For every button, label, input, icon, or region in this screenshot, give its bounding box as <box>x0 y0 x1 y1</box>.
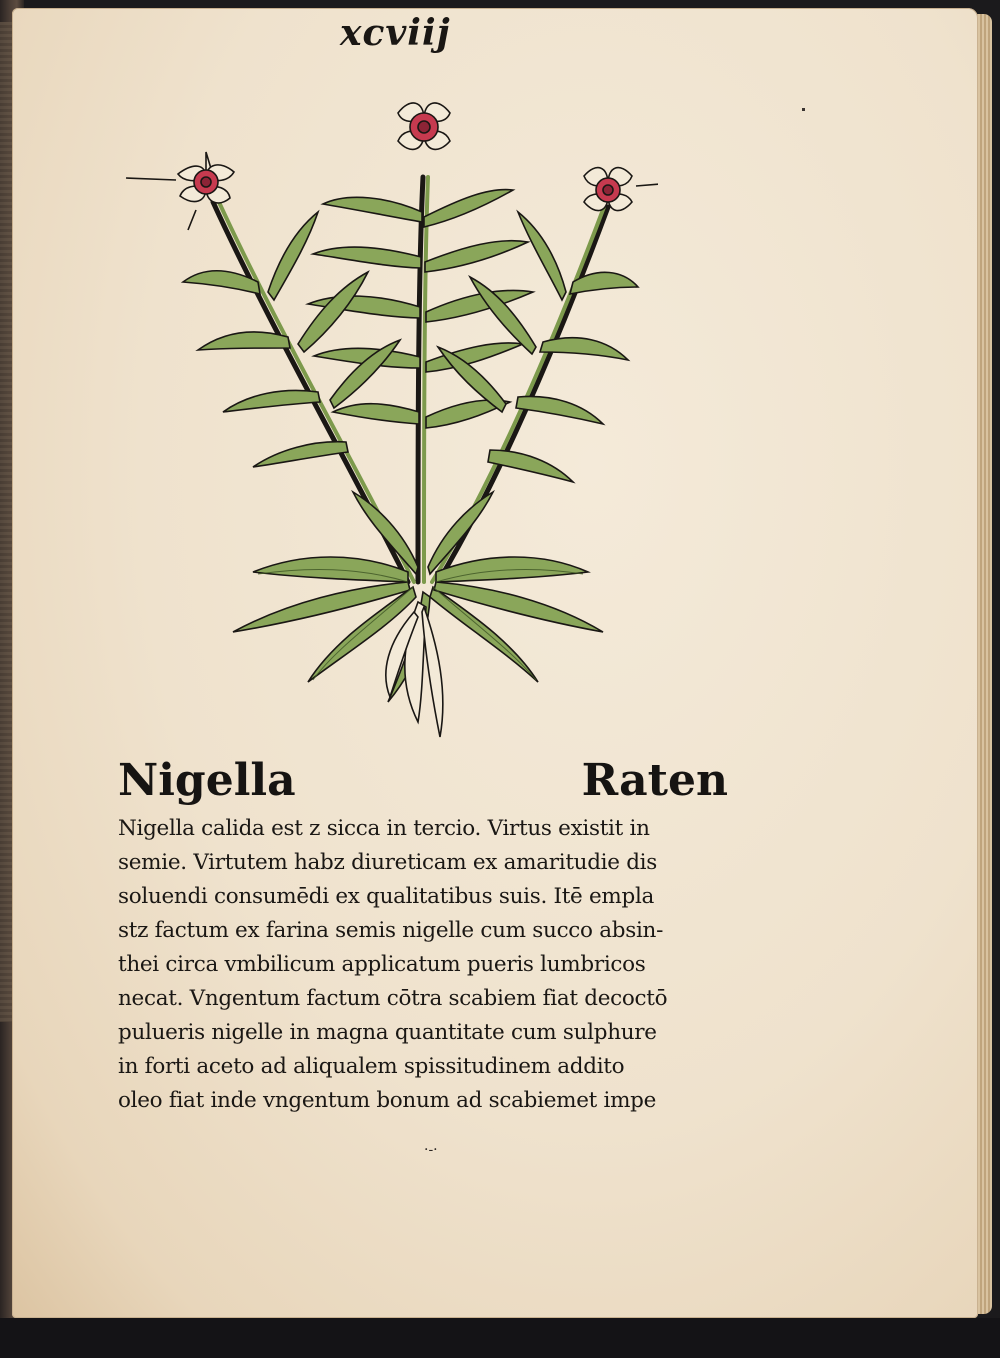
text-line: necat. Vngentum factum cōtra scabiem fiat decoctō <box>118 986 668 1011</box>
text-line: Nigella calida est z sicca in tercio. Virtus existit in <box>118 816 650 841</box>
ink-speck <box>802 108 805 111</box>
text-line: stz factum ex farina semis nigelle cum succo absin- <box>118 918 664 943</box>
plant-illustration <box>118 82 658 752</box>
text-line: in forti aceto ad aliqualem spissitudinem addito <box>118 1054 625 1079</box>
nigella-plant-woodcut-icon <box>118 82 658 752</box>
text-line: soluendi consumēdi ex qualitatibus suis. Itē empla <box>118 884 655 909</box>
entry-body <box>118 812 738 1118</box>
folio-number: xcviij <box>340 12 451 54</box>
entry-heading <box>118 755 728 815</box>
text-line: semie. Virtutem habz diureticam ex amaritudie dis <box>118 850 657 875</box>
ink-mark: ·‑· <box>424 1142 438 1158</box>
text-line: oleo fiat inde vngentum bonum ad scabiemet impe <box>118 1088 657 1113</box>
latin-heading: Nigella <box>118 755 296 806</box>
text-line: thei circa vmbilicum applicatum pueris lumbricos <box>118 952 646 977</box>
background-shadow <box>0 1318 1000 1358</box>
text-line: pulueris nigelle in magna quantitate cum sulphure <box>118 1020 657 1045</box>
vernacular-heading: Raten <box>581 755 728 806</box>
